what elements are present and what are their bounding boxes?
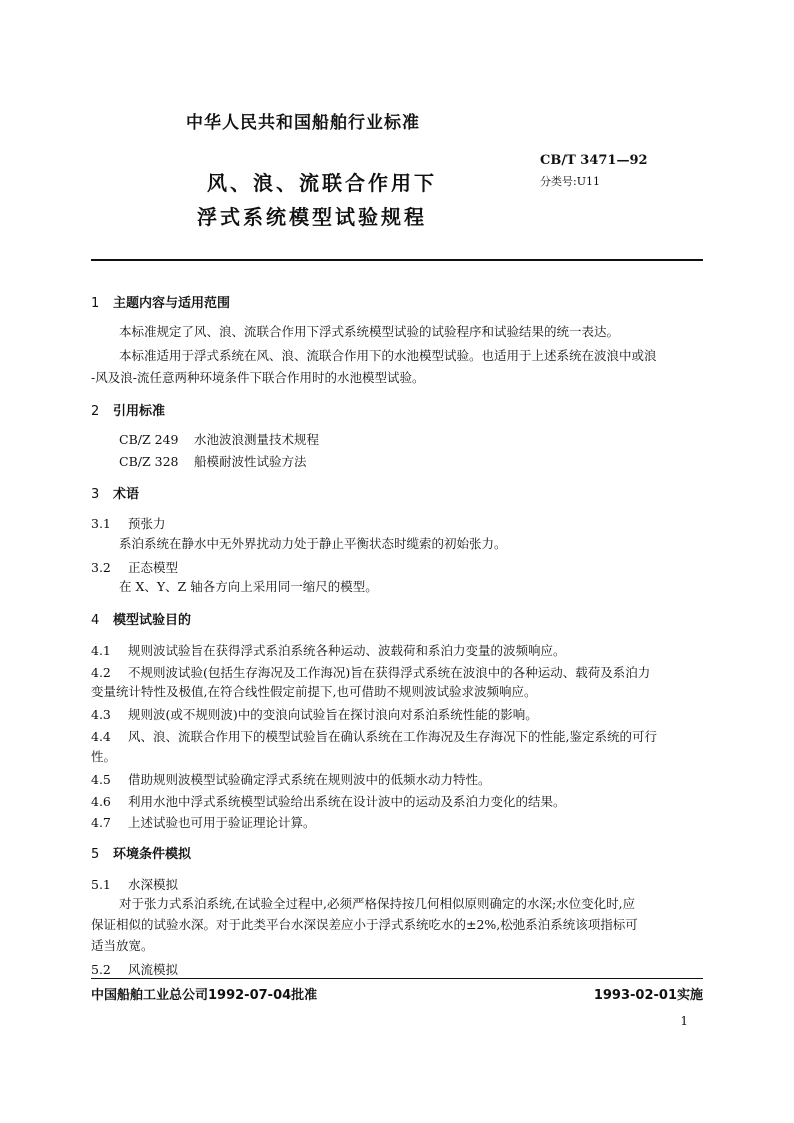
section-title: 引用标准 xyxy=(113,404,166,419)
subsection-title: 水深模拟 xyxy=(128,877,179,892)
section-number: 2 xyxy=(91,404,100,419)
clause-number: 4.5 xyxy=(91,772,111,787)
clause-continuation: 变量统计特性及极值,在符合线性假定前提下,也可借助不规则波试验求波频响应。 xyxy=(91,684,537,699)
paragraph-continuation: 保证相似的试验水深。对于此类平台水深误差应小于浮式系统吃水的±2%,松弛系泊系统该项指标可 xyxy=(91,917,638,932)
document-title-line-2: 浮式系统模型试验规程 xyxy=(197,205,427,229)
section-number: 4 xyxy=(91,613,100,628)
clause xyxy=(91,705,538,723)
clause-number: 4.3 xyxy=(91,707,111,722)
term-number: 3.1 xyxy=(91,516,111,531)
section-heading-5 xyxy=(91,843,191,862)
section-heading-3 xyxy=(91,483,139,502)
reference-item xyxy=(119,452,307,470)
term-heading xyxy=(91,558,178,576)
clause-number: 4.4 xyxy=(91,729,111,744)
section-title: 模型试验目的 xyxy=(113,613,192,628)
clause-text: 利用水池中浮式系统模型试验给出系统在设计波中的运动及系泊力变化的结果。 xyxy=(128,794,566,809)
clause xyxy=(91,770,491,788)
clause-text: 上述试验也可用于验证理论计算。 xyxy=(128,815,316,830)
page-number: 1 xyxy=(680,1014,688,1028)
term-number: 3.2 xyxy=(91,560,111,575)
section-heading-2 xyxy=(91,400,165,419)
term-definition: 系泊系统在静水中无外界扰动力处于静止平衡状态时缆索的初始张力。 xyxy=(119,536,507,551)
clause-number: 4.7 xyxy=(91,815,111,830)
reference-name: 水池波浪测量技术规程 xyxy=(194,432,320,447)
clause-continuation: 性。 xyxy=(91,749,117,764)
reference-code: CB/Z 328 xyxy=(119,454,179,469)
clause-text: 借助规则波模型试验确定浮式系统在规则波中的低频水动力特性。 xyxy=(128,772,491,787)
subsection-title: 风流模拟 xyxy=(128,962,179,977)
subsection-number: 5.2 xyxy=(91,962,111,977)
clause-text: 不规则波试验(包括生存海况及工作海况)旨在获得浮式系统在波浪中的各种运动、载荷及系泊力 xyxy=(128,665,651,680)
section-title: 环境条件模拟 xyxy=(113,847,192,862)
term-heading xyxy=(91,514,166,532)
footer-divider xyxy=(91,978,703,979)
paragraph: 本标准规定了风、浪、流联合作用下浮式系统模型试验的试验程序和试验结果的统一表达。 xyxy=(119,324,620,339)
section-heading-4 xyxy=(91,609,191,628)
clause-number: 4.6 xyxy=(91,794,111,809)
section-title: 术语 xyxy=(113,487,140,502)
section-title: 主题内容与适用范围 xyxy=(113,296,231,311)
clause xyxy=(91,813,316,831)
section-heading-1 xyxy=(91,292,230,311)
clause xyxy=(91,641,566,659)
term-title: 正态模型 xyxy=(128,560,179,575)
subsection-heading xyxy=(91,960,178,978)
clause xyxy=(91,663,650,681)
clause xyxy=(91,792,566,810)
clause-text: 规则波试验旨在获得浮式系泊系统各种运动、波载荷和系泊力变量的波频响应。 xyxy=(128,643,566,658)
clause xyxy=(91,727,657,745)
clause-text: 风、浪、流联合作用下的模型试验旨在确认系统在工作海况及生存海况下的性能,鉴定系统的可行 xyxy=(128,729,657,744)
clause-number: 4.1 xyxy=(91,643,111,658)
section-number: 3 xyxy=(91,487,100,502)
term-title: 预张力 xyxy=(128,516,166,531)
paragraph-continuation: 适当放宽。 xyxy=(91,938,154,953)
reference-item xyxy=(119,430,319,448)
approval-info: 中国船舶工业总公司1992-07-04批准 xyxy=(91,988,318,1003)
classification-number: 分类号:U11 xyxy=(540,175,600,188)
paragraph: 对于张力式系泊系统,在试验全过程中,必须严格保持按几何相似原则确定的水深;水位变化时,应 xyxy=(119,896,636,911)
clause-text: 规则波(或不规则波)中的变浪向试验旨在探讨浪向对系泊系统性能的影响。 xyxy=(128,707,538,722)
section-number: 5 xyxy=(91,847,100,862)
effective-date: 1993-02-01实施 xyxy=(593,988,703,1003)
term-definition: 在 X、Y、Z 轴各方向上采用同一缩尺的模型。 xyxy=(119,579,378,594)
subsection-number: 5.1 xyxy=(91,877,111,892)
paragraph-continuation: -风及浪-流任意两种环境条件下联合作用时的水池模型试验。 xyxy=(91,370,425,385)
section-number: 1 xyxy=(91,296,100,311)
header-divider xyxy=(91,259,703,261)
document-title-line-1: 风、浪、流联合作用下 xyxy=(207,171,437,195)
issuing-body-title: 中华人民共和国船舶行业标准 xyxy=(186,113,420,133)
standard-code: CB/T 3471—92 xyxy=(540,153,648,168)
reference-code: CB/Z 249 xyxy=(119,432,179,447)
subsection-heading xyxy=(91,875,178,893)
clause-number: 4.2 xyxy=(91,665,111,680)
paragraph: 本标准适用于浮式系统在风、浪、流联合作用下的水池模型试验。也适用于上述系统在波浪中或浪 xyxy=(119,348,657,363)
reference-name: 船模耐波性试验方法 xyxy=(194,454,307,469)
